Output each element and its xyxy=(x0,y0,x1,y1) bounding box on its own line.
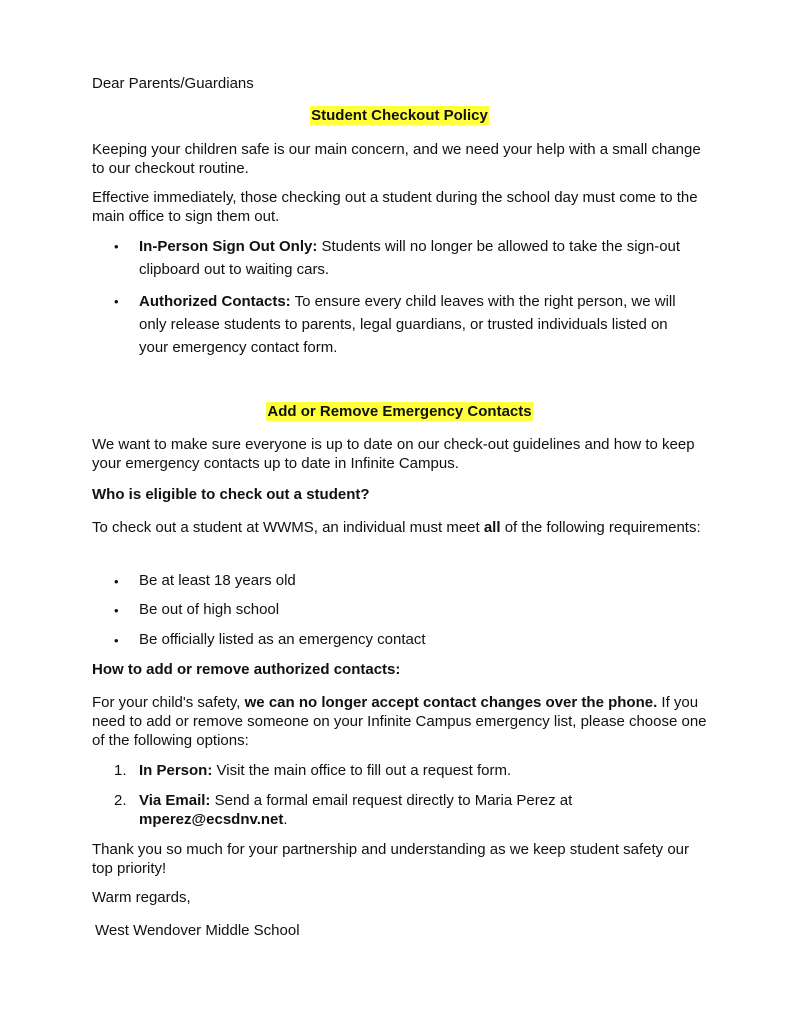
howto-text-bold: we can no longer accept contact changes over the phone. xyxy=(244,694,658,711)
option-text-end: . xyxy=(283,811,288,828)
bullet-title: Authorized Contacts: xyxy=(139,293,291,310)
effective-paragraph: Effective immediately, those checking out a student during the school day must come to the main office to sign them out. xyxy=(92,189,698,225)
howto-text-pre: For your child's safety, xyxy=(92,694,245,711)
email-link[interactable]: mperez@ecsdnv.net xyxy=(139,811,284,828)
howto-paragraph xyxy=(92,693,707,750)
option-in-person xyxy=(139,761,699,780)
section-title-text: Student Checkout Policy xyxy=(311,107,488,124)
section-title-emergency-contacts xyxy=(0,402,799,421)
bullet-title: In-Person Sign Out Only: xyxy=(139,238,318,255)
eligible-text-post: of the following requirements: xyxy=(500,519,701,536)
option-number: 1. xyxy=(114,762,127,779)
eligible-heading-text: Who is eligible to check out a student? xyxy=(92,486,370,503)
option-text: Visit the main office to fill out a request form. xyxy=(212,762,512,779)
eligible-text-pre: To check out a student at WWMS, an individual must meet xyxy=(92,519,484,536)
warm-regards: Warm regards, xyxy=(92,889,191,906)
thank-you-paragraph: Thank you so much for your partnership and understanding as we keep student safety our top priority! xyxy=(92,841,690,877)
option-title: In Person: xyxy=(139,762,213,779)
bullet-marker: • xyxy=(114,239,119,254)
eligible-text-bold: all xyxy=(483,519,501,536)
option-text: Send a formal email request directly to Maria Perez at xyxy=(210,792,573,809)
option-number: 2. xyxy=(114,792,127,809)
howto-heading-text: How to add or remove authorized contacts: xyxy=(92,661,401,678)
howto-heading xyxy=(92,660,712,679)
howto-text-post: If you need to add or remove someone on your Infinite Campus emergency list, please choose one of the following options: xyxy=(92,694,707,749)
signature-school-name: West Wendover Middle School xyxy=(95,922,300,939)
requirement-item: Be at least 18 years old xyxy=(139,572,296,589)
option-title: Via Email: xyxy=(139,792,211,809)
bullet-text: Students will no longer be allowed to take the sign-out clipboard out to waiting cars. xyxy=(139,238,681,278)
option-via-email xyxy=(139,791,609,829)
up-to-date-paragraph: We want to make sure everyone is up to date on our check-out guidelines and how to keep your emergency contacts up to date in Infinite Campus. xyxy=(92,436,695,472)
bullet-marker: • xyxy=(114,603,119,618)
intro-paragraph: Keeping your children safe is our main concern, and we need your help with a small change to our checkout routine. xyxy=(92,141,701,177)
greeting: Dear Parents/Guardians xyxy=(92,75,254,92)
eligible-heading xyxy=(92,485,712,504)
bullet-text: To ensure every child leaves with the right person, we will only release students to parents, legal guardians, or trusted individuals listed on your emergency contact form. xyxy=(139,293,676,356)
bullet-authorized-contacts xyxy=(139,290,699,359)
section-title-text: Add or Remove Emergency Contacts xyxy=(267,403,532,420)
requirement-item: Be out of high school xyxy=(139,601,280,618)
bullet-marker: • xyxy=(114,574,119,589)
bullet-marker: • xyxy=(114,633,119,648)
bullet-marker: • xyxy=(114,294,119,309)
eligible-paragraph xyxy=(92,516,712,539)
bullet-in-person xyxy=(139,235,699,281)
section-title-checkout-policy xyxy=(0,106,799,125)
requirement-item: Be officially listed as an emergency contact xyxy=(139,631,426,648)
